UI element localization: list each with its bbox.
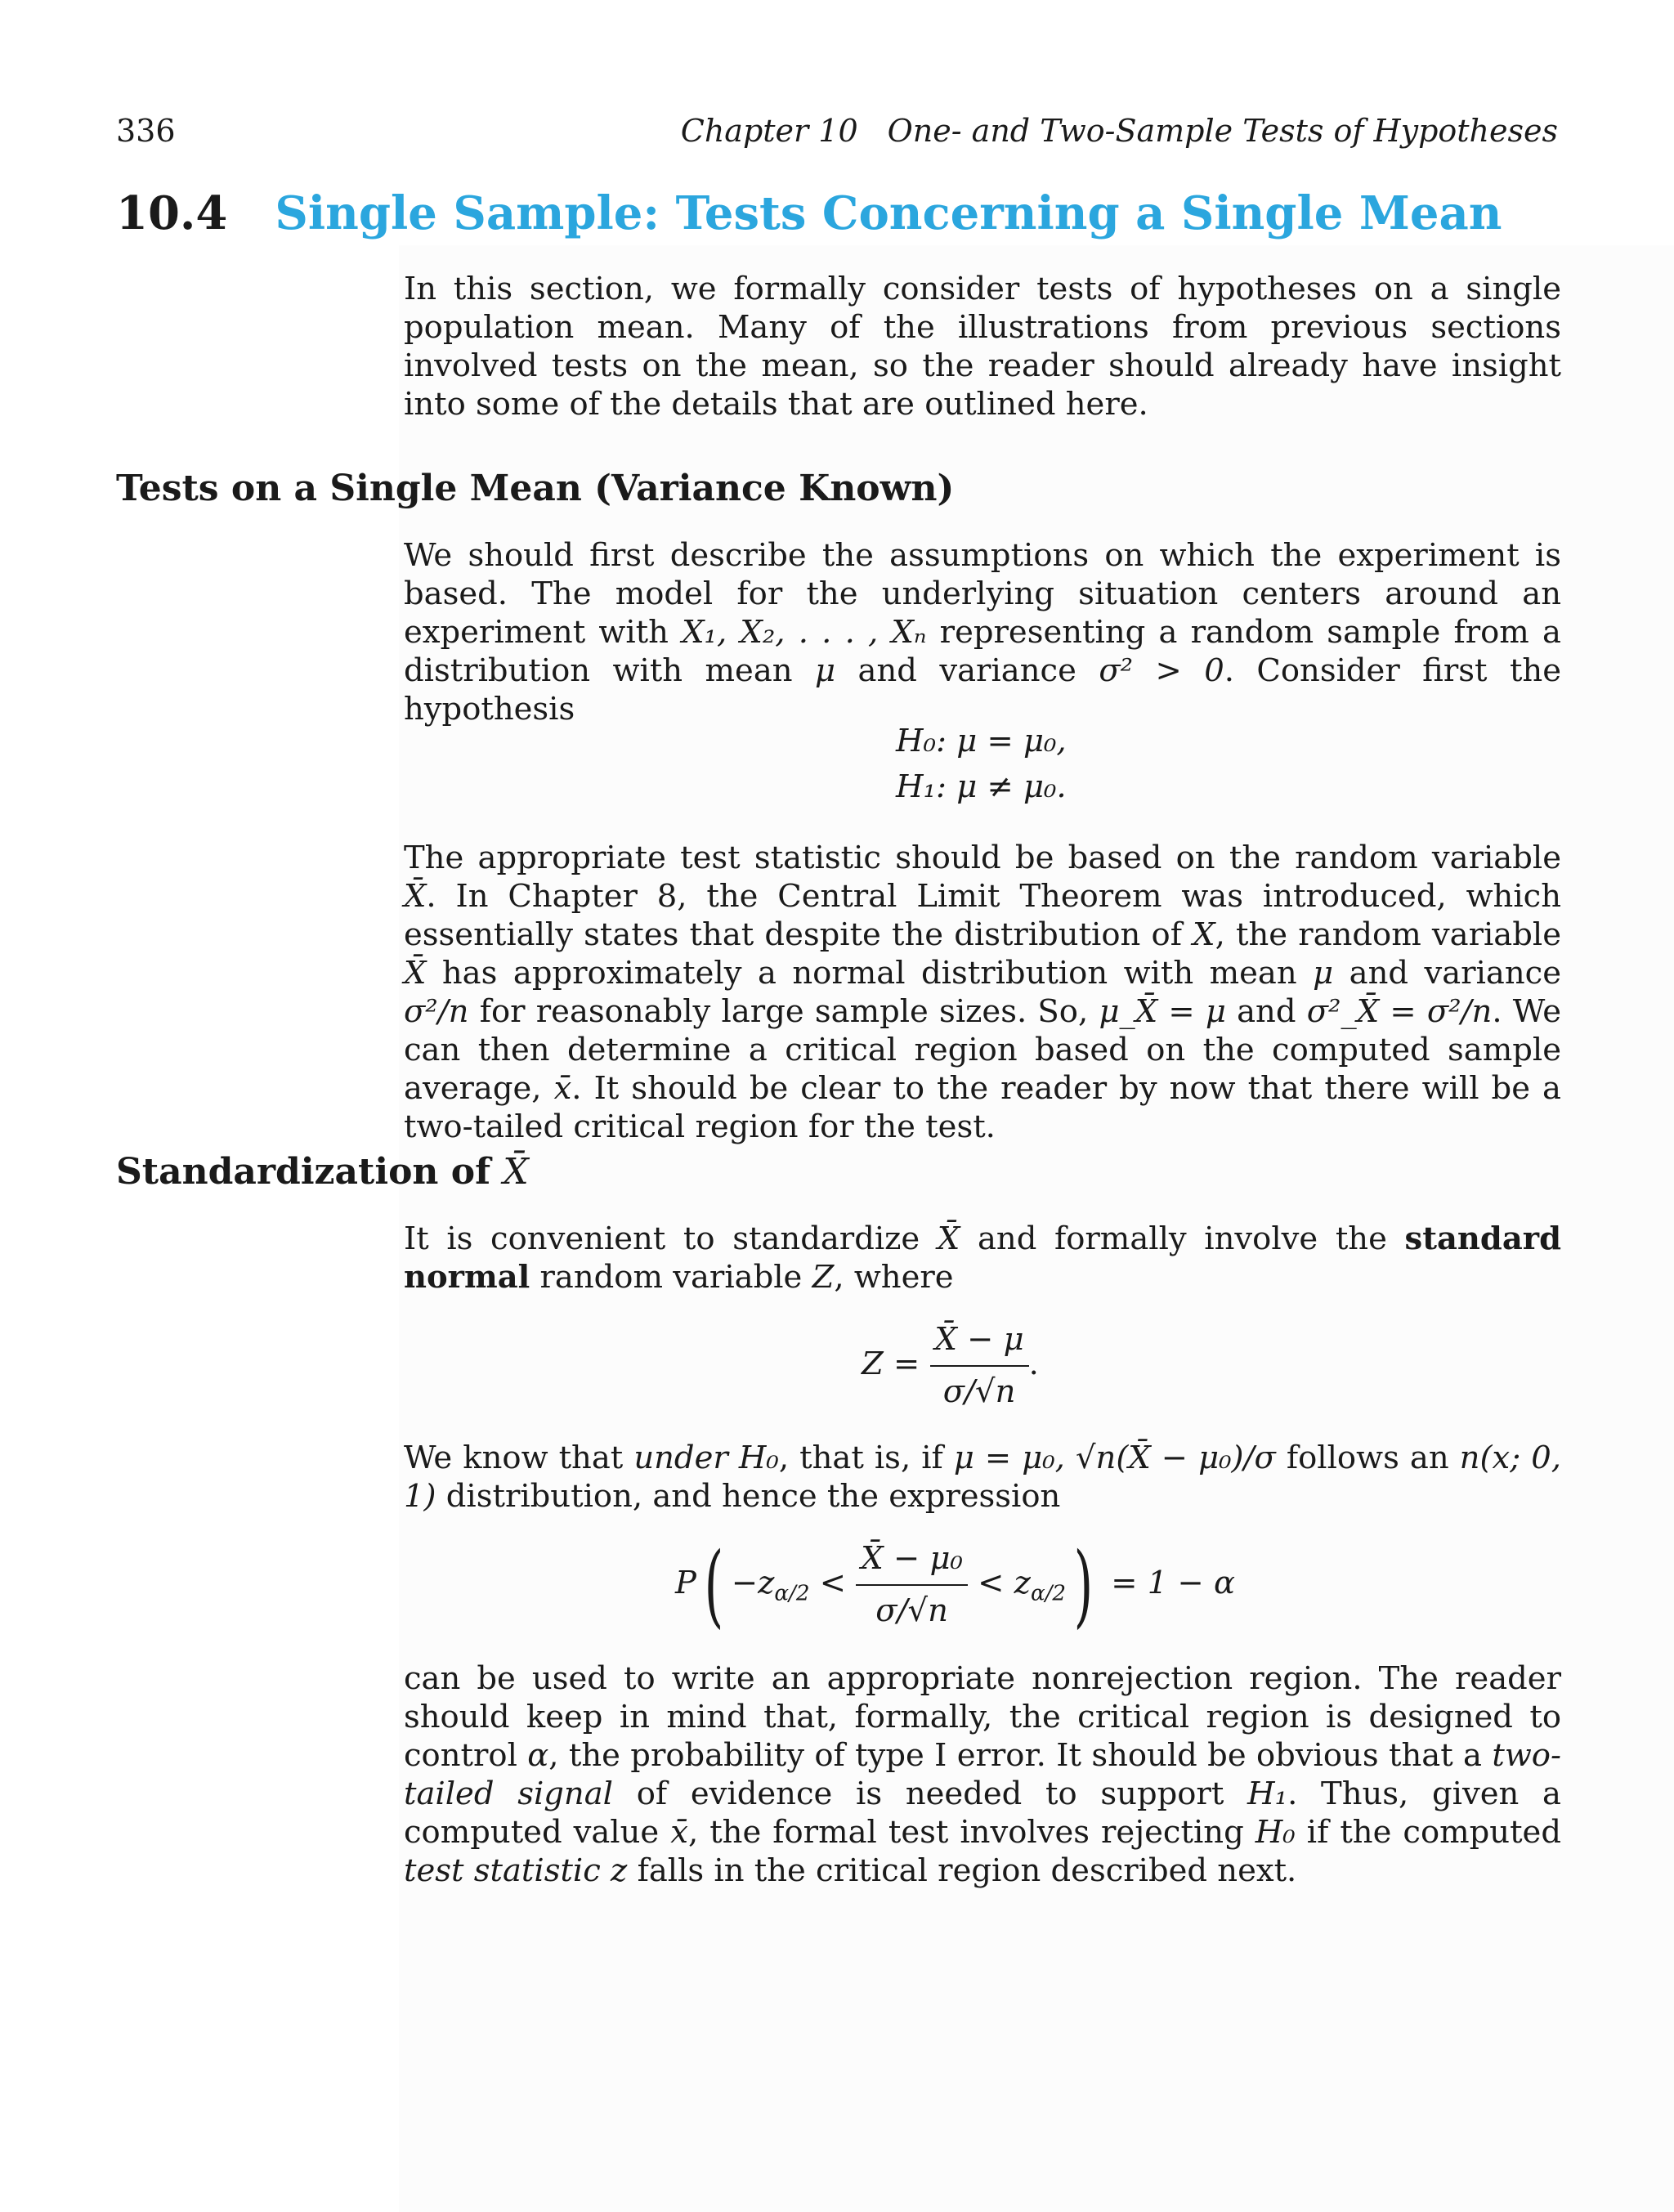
page-number: 336 xyxy=(116,113,176,149)
z-fraction: $\frac{X̄ - \mu}{\sigma/√n}$ xyxy=(930,1318,1029,1414)
xbar-symbol: X̄ xyxy=(503,1151,529,1193)
bold-standard-normal: standard normal xyxy=(404,1220,1561,1296)
intro-paragraph: In this section, we formally consider tests of hypotheses on a single population mean. Many of the illustrations from previous sections involved tests on the mean, so the reader should already have insight into some of the details that are outlined here. xyxy=(404,271,1561,423)
math-x1x2: X₁, X₂, . . . , xyxy=(682,614,879,651)
standardize-paragraph: It is convenient to standardize X̄ and formally involve the standard normal random variable Z, where xyxy=(404,1220,1561,1296)
section-number: 10.4 xyxy=(116,186,228,240)
test-statistic-paragraph: The appropriate test statistic should be based on the random variable X̄. In Chapter 8, the Central Limit Theorem was introduced, which essentially states that despite the distribution of X, the random variable X̄ has approximately a normal distribution with mean μ and variance σ²/n for reasonably large sample sizes. So, μ_X̄ = μ and σ²_X̄ = σ²/n. We can then determine a critical region based on the computed sample average, x̄. It should be clear to the reader by now that there will be a two-tailed critical region for the test. xyxy=(404,840,1561,1145)
assumptions-paragraph: We should first describe the assumptions on which the experiment is based. The model for the underlying situation centers around an experiment with X₁, X₂, . . . , Xₙ representing a random sample from a distribution with mean μ and variance σ² > 0. Consider first the hypothesis xyxy=(404,537,1561,728)
probability-expression: $P( -z_{\alpha/2}$ < $\frac{\text{X̄ − μ₀}}{\sigma/√n}$ < $z_{\alpha/2}) = 1 - \alpha$ xyxy=(675,1533,1235,1637)
subsection-heading-variance-known: Tests on a Single Mean (Variance Known) xyxy=(116,468,955,509)
math-sigma2: σ² > 0 xyxy=(1099,652,1224,689)
nonrejection-region-paragraph: can be used to write an appropriate nonrejection region. The reader should keep in mind that, formally, the critical region is designed to control α, the probability of type I error. It should be obvious that a two-tailed signal of evidence is needed to support H₁. Thus, given a computed value x̄, the formal test involves rejecting H₀ if the computed test statistic z falls in the critical region described next. xyxy=(404,1660,1562,1889)
probability-fraction: $\frac{\text{X̄ − μ₀}}{\sigma/√n}$ xyxy=(856,1537,968,1633)
null-distribution-paragraph: We know that under H₀, that is, if μ = μ₀, √n(X̄ − μ₀)/σ follows an n(x; 0, 1) distribution, and hence the expression xyxy=(404,1440,1561,1515)
section-heading xyxy=(116,186,1502,240)
hypothesis-h0: H₀: μ = μ₀, xyxy=(896,723,1067,759)
chapter-label: Chapter 10 xyxy=(680,113,858,149)
chapter-running-title xyxy=(681,113,1558,149)
math-xn: Xₙ xyxy=(891,614,927,651)
running-header xyxy=(116,113,1558,154)
hypothesis-h1: H₁: μ ≠ μ₀. xyxy=(896,768,1067,805)
chapter-name: One- and Two-Sample Tests of Hypotheses xyxy=(887,113,1558,149)
z-formula: Z = $\frac{X̄ - \mu}{\sigma/√n}$ . xyxy=(862,1318,1039,1414)
section-title: Single Sample: Tests Concerning a Single Mean xyxy=(275,186,1502,240)
italic-test-statistic: test statistic z xyxy=(404,1852,628,1889)
italic-two-tailed-signal: two-tailed signal xyxy=(404,1737,1561,1812)
subsection-heading-standardization: Standardization of X̄ xyxy=(116,1151,529,1193)
